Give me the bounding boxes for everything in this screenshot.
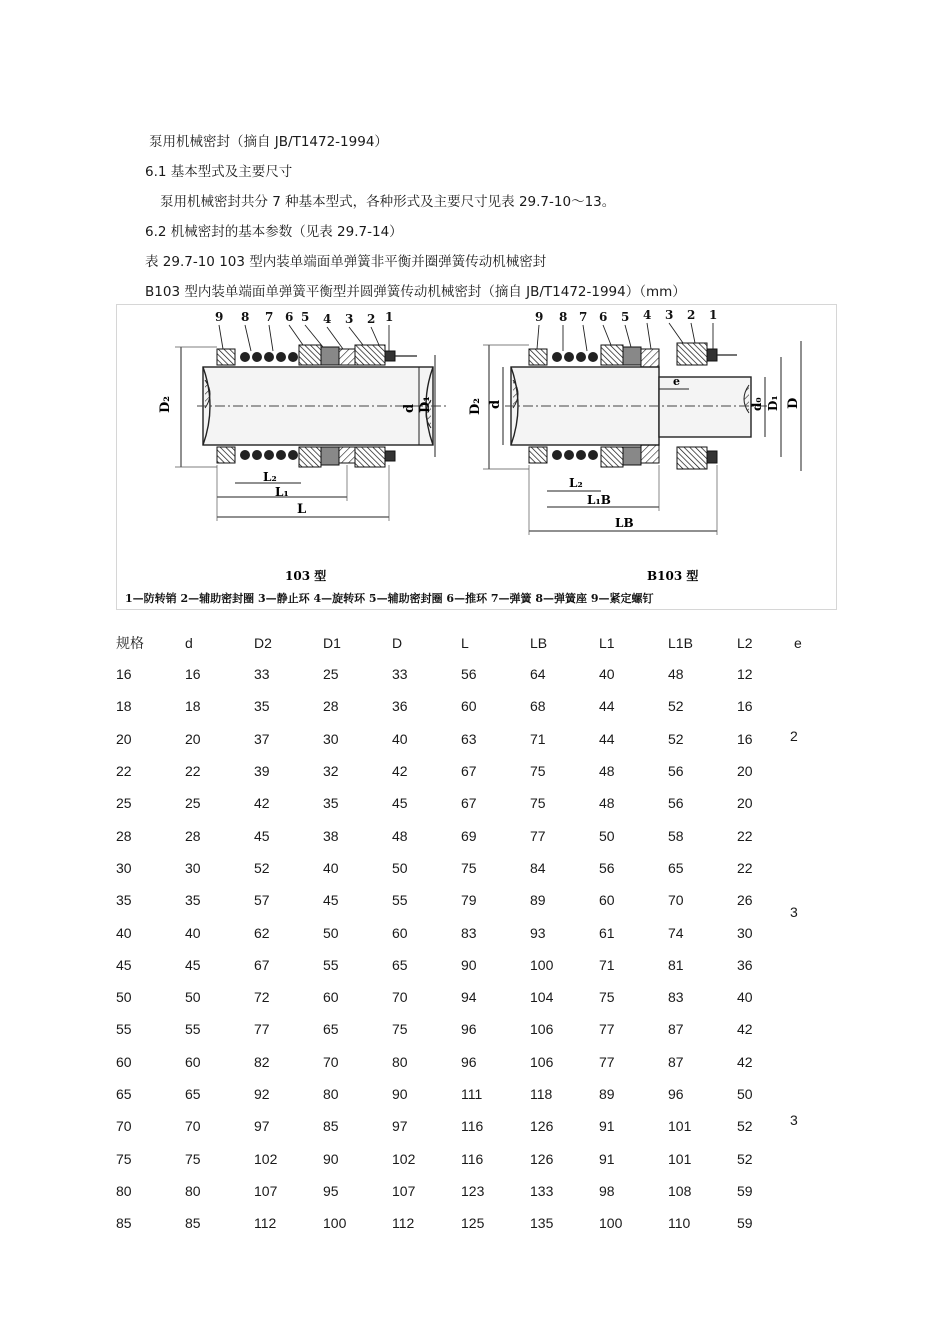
table-cell: 60	[185, 1053, 201, 1070]
table-cell: 50	[323, 924, 339, 941]
table-cell: 25	[185, 795, 201, 812]
table-cell: 71	[530, 730, 546, 747]
intro-paragraph: 泵用机械密封共分 7 种基本型式，各种形式及主要尺寸见表 29.7-10～13。	[160, 194, 616, 210]
table-row	[116, 658, 834, 690]
table-cell: 89	[599, 1086, 615, 1102]
table-cell: 70	[323, 1053, 339, 1070]
table-cell: 107	[254, 1182, 278, 1199]
left-figure-caption: 103 型	[285, 569, 327, 583]
table-cell: 44	[599, 698, 615, 715]
table-cell: 133	[530, 1182, 554, 1199]
left-part-number-1: 1	[385, 310, 394, 324]
table-cell: 102	[392, 1150, 416, 1167]
table-cell: 116	[461, 1118, 484, 1135]
table-cell: 52	[668, 730, 684, 747]
right-dim-LB: LB	[615, 516, 634, 530]
table-cell: 52	[668, 698, 684, 715]
table-cell: 60	[599, 892, 615, 909]
table-cell: 50	[185, 989, 201, 1006]
table-cell: 60	[116, 1053, 132, 1070]
table-cell: 80	[392, 1053, 408, 1070]
left-dim-L: L	[297, 502, 307, 517]
left-drawing-103	[158, 310, 447, 583]
table-cell: 74	[668, 924, 684, 941]
table-cell: 79	[461, 892, 477, 909]
table-cell: 75	[530, 763, 546, 780]
table-cell: 33	[392, 666, 408, 683]
table-cell: 68	[530, 698, 546, 715]
table-cell: 70	[116, 1118, 132, 1135]
table-cell: 63	[461, 730, 477, 747]
table-cell: 90	[323, 1150, 339, 1167]
table-cell: 55	[392, 892, 408, 909]
table-cell: 83	[461, 924, 477, 941]
header-spec: 规格	[116, 635, 144, 651]
table-cell: 42	[737, 1021, 753, 1038]
right-spring-top	[552, 352, 598, 362]
table-cell: 65	[185, 1086, 201, 1102]
table-cell: 45	[392, 795, 408, 812]
table-cell-e	[794, 884, 834, 916]
table-cell: 16	[116, 666, 132, 683]
table-cell: 70	[185, 1118, 201, 1135]
table-cell: 111	[461, 1086, 483, 1102]
table-cell: 40	[737, 989, 753, 1006]
table-cell-e	[794, 1110, 834, 1142]
table-cell: 72	[254, 989, 270, 1006]
table-header-row	[116, 628, 834, 658]
table-cell: 55	[116, 1021, 132, 1038]
table-row	[116, 1046, 834, 1078]
table-cell: 100	[323, 1215, 347, 1232]
table-cell: 93	[530, 924, 546, 941]
table-cell: 56	[668, 795, 684, 812]
seal-drawing-figure	[116, 304, 837, 610]
table-cell: 106	[530, 1053, 554, 1070]
table-row	[116, 723, 834, 755]
table-cell: 85	[323, 1118, 339, 1135]
table-cell: 35	[323, 795, 339, 812]
header-e: e	[794, 635, 802, 651]
table-row	[116, 1078, 834, 1110]
table-cell-e	[794, 787, 834, 819]
table-cell: 91	[599, 1118, 615, 1135]
table-cell: 36	[392, 698, 408, 715]
table-cell: 90	[392, 1086, 408, 1102]
table-cell: 60	[461, 698, 477, 715]
table-cell: 65	[323, 1021, 339, 1038]
table-cell-e	[794, 1078, 834, 1110]
table-cell: 106	[530, 1021, 554, 1038]
table-cell: 20	[737, 763, 753, 780]
header-D: D	[392, 635, 403, 651]
table-cell: 77	[599, 1053, 615, 1070]
table-cell-e	[794, 1046, 834, 1078]
table-row	[116, 1207, 834, 1239]
table-cell: 25	[116, 795, 132, 812]
table-cell: 45	[254, 827, 270, 844]
left-part-number-7: 7	[265, 310, 274, 324]
table-cell: 40	[599, 666, 615, 683]
table-cell: 87	[668, 1053, 684, 1070]
table-cell: 67	[254, 956, 270, 973]
table-cell-e	[794, 981, 834, 1013]
table-cell: 30	[116, 859, 132, 876]
table-row	[116, 819, 834, 851]
table-cell: 28	[116, 827, 132, 844]
table-cell: 42	[737, 1053, 753, 1070]
table-cell: 96	[668, 1086, 684, 1102]
table-cell: 56	[599, 859, 615, 876]
table-cell: 48	[668, 666, 684, 683]
e-value-group-3: 3	[790, 1112, 798, 1128]
table-cell: 55	[323, 956, 339, 973]
right-dim-D2: D₂	[468, 398, 483, 415]
table-cell: 123	[461, 1182, 485, 1199]
table-row	[116, 1142, 834, 1174]
table-cell: 16	[737, 730, 753, 747]
table-cell: 71	[599, 956, 615, 973]
table-row	[116, 755, 834, 787]
table-cell: 18	[116, 698, 132, 715]
right-figure-caption: B103 型	[647, 569, 699, 583]
table-cell: 77	[254, 1021, 270, 1038]
table-cell-e	[794, 916, 834, 948]
table-cell: 65	[668, 859, 684, 876]
table-cell: 100	[599, 1215, 623, 1232]
table-cell: 67	[461, 763, 477, 780]
table-cell: 42	[254, 795, 270, 812]
table-cell: 48	[599, 763, 615, 780]
table-row	[116, 690, 834, 722]
right-part-number-7: 7	[579, 310, 588, 324]
table-cell: 60	[323, 989, 339, 1006]
table-cell: 45	[323, 892, 339, 909]
table-cell: 52	[737, 1118, 753, 1135]
table-cell: 112	[254, 1215, 277, 1232]
table-cell: 126	[530, 1118, 554, 1135]
table-cell: 20	[185, 730, 201, 747]
left-part-number-9: 9	[215, 310, 224, 324]
left-set-screw-top	[217, 349, 235, 365]
table-cell: 40	[323, 859, 339, 876]
left-part-number-8: 8	[241, 310, 250, 324]
right-part-number-5: 5	[621, 310, 630, 324]
header-L1: L1	[599, 635, 615, 651]
table-cell: 22	[737, 827, 753, 844]
doc-title: 泵用机械密封（摘自 JB/T1472-1994）	[149, 134, 388, 150]
figure-legend: 1—防转销 2—辅助密封圈 3—静止环 4—旋转环 5—辅助密封圈 6—推环 7—弹簧 8—弹簧座 9—紧定螺钉	[125, 592, 654, 605]
table-cell: 87	[668, 1021, 684, 1038]
table-cell-e	[794, 1175, 834, 1207]
table-cell: 38	[323, 827, 339, 844]
right-part-number-2: 2	[687, 308, 696, 322]
table-cell: 58	[668, 827, 684, 844]
right-dim-d: d	[488, 399, 503, 409]
table-cell: 83	[668, 989, 684, 1006]
section-heading-6-1: 6.1 基本型式及主要尺寸	[145, 164, 293, 180]
table-cell-e	[794, 949, 834, 981]
table-cell: 30	[737, 924, 753, 941]
table-cell: 16	[737, 698, 753, 715]
table-cell: 97	[392, 1118, 408, 1135]
left-dim-D1: D₁	[418, 396, 433, 413]
table-cell: 12	[737, 666, 753, 683]
table-cell: 30	[185, 859, 201, 876]
table-cell: 16	[185, 666, 201, 683]
table-cell: 64	[530, 666, 546, 683]
left-part-number-3: 3	[345, 312, 354, 326]
table-cell: 92	[254, 1086, 270, 1102]
table-cell: 25	[323, 666, 339, 683]
table-cell: 96	[461, 1021, 477, 1038]
table-row	[116, 1013, 834, 1045]
right-spring-bottom	[552, 450, 598, 460]
table-cell-e	[794, 690, 834, 722]
table-cell-e	[794, 1207, 834, 1239]
table-cell: 59	[737, 1215, 753, 1232]
table-cell: 95	[323, 1182, 339, 1199]
table-cell: 62	[254, 924, 270, 941]
table-row	[116, 981, 834, 1013]
table-cell: 70	[392, 989, 408, 1006]
table-cell: 125	[461, 1215, 485, 1232]
table-cell: 22	[737, 859, 753, 876]
right-dim-D1: D₁	[766, 395, 780, 411]
table-cell: 98	[599, 1182, 615, 1199]
table-cell: 82	[254, 1053, 270, 1070]
table-cell: 101	[668, 1118, 692, 1135]
table-cell: 55	[185, 1021, 201, 1038]
table-cell: 28	[185, 827, 201, 844]
table-cell: 20	[116, 730, 132, 747]
table-cell: 77	[599, 1021, 615, 1038]
right-dim-d0: d₀	[750, 397, 764, 411]
table-cell: 32	[323, 763, 339, 780]
table-cell: 26	[737, 892, 753, 909]
right-part-number-3: 3	[665, 308, 674, 322]
table-cell: 20	[737, 795, 753, 812]
table-cell: 18	[185, 698, 201, 715]
left-spring-bottom	[240, 450, 298, 460]
table-cell-e	[794, 658, 834, 690]
table-row	[116, 916, 834, 948]
header-LB: LB	[530, 635, 548, 651]
table-cell: 67	[461, 795, 477, 812]
table-cell: 36	[737, 956, 753, 973]
e-value-group-2: 3	[790, 904, 798, 920]
table-cell: 22	[185, 763, 201, 780]
table-cell: 77	[530, 827, 546, 844]
header-L1B: L1B	[668, 635, 693, 651]
section-heading-6-2: 6.2 机械密封的基本参数（见表 29.7-14）	[145, 224, 403, 240]
table-cell: 85	[185, 1215, 201, 1232]
table-cell: 126	[530, 1150, 554, 1167]
table-cell: 108	[668, 1182, 692, 1199]
table-cell: 48	[392, 827, 408, 844]
table-cell: 80	[185, 1182, 201, 1199]
table-cell: 75	[530, 795, 546, 812]
header-L2: L2	[737, 635, 753, 651]
table-cell: 50	[392, 859, 408, 876]
table-cell: 65	[116, 1086, 132, 1102]
table-cell: 75	[116, 1150, 132, 1167]
table-cell: 107	[392, 1182, 416, 1199]
table-cell: 80	[323, 1086, 339, 1102]
table-cell: 90	[461, 956, 477, 973]
left-part-number-2: 2	[367, 312, 376, 326]
table-cell: 56	[668, 763, 684, 780]
right-dim-e: e	[673, 375, 680, 388]
table-cell: 110	[668, 1215, 691, 1232]
table-cell: 45	[116, 956, 132, 973]
left-spring-top	[240, 352, 298, 362]
table-cell: 91	[599, 1150, 615, 1167]
table-cell: 44	[599, 730, 615, 747]
table-cell: 40	[116, 924, 132, 941]
table-cell: 42	[392, 763, 408, 780]
table-row	[116, 1175, 834, 1207]
table-cell: 30	[323, 730, 339, 747]
table-cell: 35	[254, 698, 270, 715]
table-cell: 52	[737, 1150, 753, 1167]
table-cell: 94	[461, 989, 477, 1006]
table-row	[116, 852, 834, 884]
table-cell: 75	[599, 989, 615, 1006]
table-cell-e	[794, 723, 834, 755]
right-part-number-9: 9	[535, 310, 544, 324]
table-cell: 89	[530, 892, 546, 909]
table-cell: 35	[116, 892, 132, 909]
right-part-number-8: 8	[559, 310, 568, 324]
table-row	[116, 884, 834, 916]
table-cell: 112	[392, 1215, 415, 1232]
table-caption: 表 29.7-10 103 型内装单端面单弹簧非平衡并圈弹簧传动机械密封	[145, 254, 547, 270]
table-cell: 104	[530, 989, 554, 1006]
table-cell: 50	[116, 989, 132, 1006]
seal-drawing	[117, 305, 836, 609]
table-cell: 45	[185, 956, 201, 973]
table-cell: 96	[461, 1053, 477, 1070]
right-dim-L2: L₂	[569, 476, 583, 490]
table-cell: 22	[116, 763, 132, 780]
dimension-table	[116, 628, 834, 1239]
table-cell: 75	[392, 1021, 408, 1038]
left-part-number-6: 6	[285, 310, 294, 324]
header-L: L	[461, 635, 469, 651]
table-cell-e	[794, 755, 834, 787]
table-cell: 60	[392, 924, 408, 941]
table-cell: 33	[254, 666, 270, 683]
table-cell: 116	[461, 1150, 484, 1167]
table-cell: 69	[461, 827, 477, 844]
table-cell: 59	[737, 1182, 753, 1199]
table-cell: 84	[530, 859, 546, 876]
table-cell: 50	[737, 1086, 753, 1102]
table-cell: 39	[254, 763, 270, 780]
table-cell: 37	[254, 730, 270, 747]
left-dim-d: d	[402, 403, 417, 413]
table-cell: 40	[185, 924, 201, 941]
table-cell: 85	[116, 1215, 132, 1232]
table-cell-e	[794, 819, 834, 851]
table-cell: 135	[530, 1215, 554, 1232]
left-part-number-4: 4	[323, 312, 332, 326]
table-cell: 57	[254, 892, 270, 909]
table-cell: 97	[254, 1118, 270, 1135]
header-d: d	[185, 635, 193, 651]
left-dim-L1: L₁	[275, 485, 289, 499]
table-cell: 28	[323, 698, 339, 715]
table-cell: 35	[185, 892, 201, 909]
table-cell: 102	[254, 1150, 278, 1167]
table-cell: 50	[599, 827, 615, 844]
table-cell-e	[794, 1142, 834, 1174]
table-cell: 70	[668, 892, 684, 909]
table-cell-e	[794, 1013, 834, 1045]
table-cell-e	[794, 852, 834, 884]
table-cell: 65	[392, 956, 408, 973]
table-subcaption: B103 型内装单端面单弹簧平衡型并圆弹簧传动机械密封（摘自 JB/T1472-1994）（mm）	[145, 284, 686, 300]
table-row	[116, 1110, 834, 1142]
right-dim-D: D	[786, 397, 801, 409]
table-cell: 100	[530, 956, 554, 973]
right-drawing-b103	[468, 308, 801, 583]
table-row	[116, 949, 834, 981]
table-cell: 75	[461, 859, 477, 876]
header-D2: D2	[254, 635, 272, 651]
right-part-number-6: 6	[599, 310, 608, 324]
table-cell: 101	[668, 1150, 692, 1167]
table-cell: 81	[668, 956, 684, 973]
left-part-number-5: 5	[301, 310, 310, 324]
right-part-number-1: 1	[709, 308, 718, 322]
table-cell: 118	[530, 1086, 553, 1102]
table-cell: 61	[599, 924, 615, 941]
header-D1: D1	[323, 635, 341, 651]
left-dim-L2: L₂	[263, 470, 277, 484]
table-cell: 56	[461, 666, 477, 683]
table-row	[116, 787, 834, 819]
left-dim-D2: D₂	[158, 396, 173, 413]
e-value-group-1: 2	[790, 728, 798, 744]
table-cell: 52	[254, 859, 270, 876]
table-cell: 80	[116, 1182, 132, 1199]
table-cell: 40	[392, 730, 408, 747]
table-cell: 48	[599, 795, 615, 812]
table-cell: 75	[185, 1150, 201, 1167]
right-part-number-4: 4	[643, 308, 652, 322]
right-dim-L1B: L₁B	[587, 493, 611, 507]
